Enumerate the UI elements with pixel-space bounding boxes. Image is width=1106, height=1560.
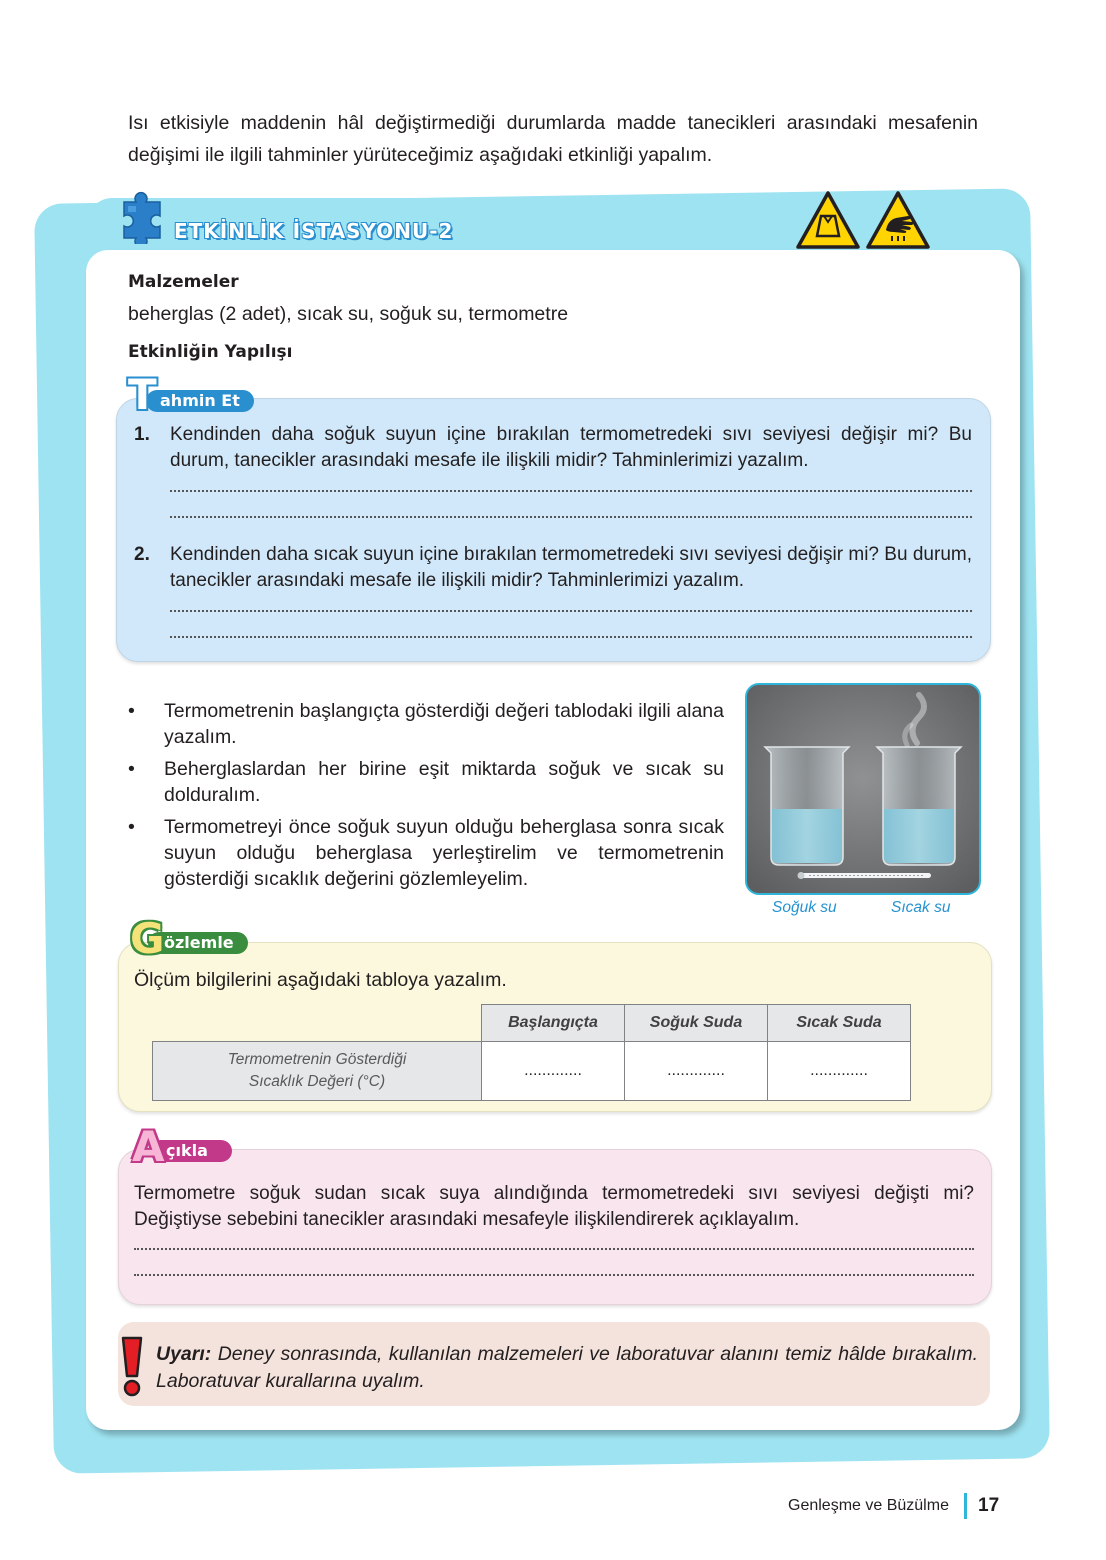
column-header: Sıcak Suda [768,1005,911,1042]
column-header: Başlangıçta [482,1005,625,1042]
question-number: 2. [134,544,150,565]
bullet-marker: • [128,816,135,838]
intro-paragraph: Isı etkisiyle maddenin hâl değiştirmediği durumlarda madde tanecikleri arasındaki mesafenin değişimi ile ilgili tahminler yürüteceğimiz aşağıdaki etkinliği yapalım. [128,112,978,166]
page-number: 17 [978,1495,1000,1516]
value-cell-hot[interactable]: ............. [768,1042,911,1101]
gozlemle-badge-letter: G [130,914,165,963]
beakers-illustration [747,685,979,893]
answer-line[interactable] [170,636,972,638]
procedure-steps [128,698,724,898]
row-header [153,1042,482,1101]
beakers-photo [745,683,981,895]
row-header-line-2: Sıcaklık Değeri (°C) [248,1073,386,1090]
warning-label: Uyarı: [156,1343,212,1365]
gozlemle-badge [130,914,250,963]
question-1 [134,422,972,474]
chapter-title: Genleşme ve Büzülme [788,1497,949,1514]
step-text: Termometrenin başlangıçta gösterdiği değeri tablodaki ilgili alana yazalım. [164,700,724,748]
acikla-badge-word: çıkla [166,1141,208,1160]
materials-heading: Malzemeler [128,272,239,292]
row-header-line-1: Termometrenin Gösterdiği [227,1051,407,1068]
bullet-marker: • [128,758,135,780]
table-corner [153,1005,482,1042]
acikla-badge-letter: A [132,1122,165,1171]
tahmin-badge [128,370,254,419]
list-item [128,698,724,750]
value-cell-initial[interactable]: ............. [482,1042,625,1101]
materials-list: beherglas (2 adet), sıcak su, soğuk su, termometre [128,303,569,325]
list-item [128,756,724,808]
answer-line[interactable] [170,516,972,518]
gozlemle-instruction: Ölçüm bilgilerini aşağıdaki tabloya yazalım. [134,969,507,991]
footer-divider [964,1493,967,1519]
hot-hand-warning-icon [866,190,930,250]
step-text: Termometreyi önce soğuk suyun olduğu beherglasa sonra sıcak suyun olduğu beherglasa yerleştirelim ve termometrenin gösterdiği sıcaklık değerini gözlemleyelim. [164,816,724,890]
question-text: Kendinden daha sıcak suyun içine bırakılan termometredeki sıvı seviyesi değişir mi? Bu durum, tanecikler arasındaki mesafe ile ilişkili midir? Tahminlerimizi yazalım. [170,544,972,591]
exclamation-icon [117,1336,147,1398]
measurement-table [152,1004,911,1101]
caption-cold-water: Soğuk su [772,899,837,916]
answer-line[interactable] [134,1274,974,1276]
tahmin-badge-word: ahmin Et [160,391,240,410]
acikla-badge [132,1122,232,1171]
answer-line[interactable] [170,490,972,492]
answer-line[interactable] [170,610,972,612]
question-number: 1. [134,424,150,445]
value-cell-cold[interactable]: ............. [625,1042,768,1101]
lab-coat-warning-icon [796,190,860,250]
warning-text: Deney sonrasında, kullanılan malzemeleri ve laboratuvar alanını temiz hâlde bırakalım. Laboratuvar kurallarına uyalım. [156,1343,978,1392]
question-2 [134,542,972,594]
acikla-text: Termometre soğuk sudan sıcak suya alındığında termometredeki sıvı seviyesi değişti mi? Değiştiyse sebebini tanecikler arasındaki mesafeyle ilişkilendirerek açıklayalım. [134,1183,974,1230]
tahmin-badge-letter: T [128,370,157,419]
list-item [128,814,724,892]
procedure-heading: Etkinliğin Yapılışı [128,342,293,362]
question-text: Kendinden daha soğuk suyun içine bırakılan termometredeki sıvı seviyesi değişir mi? Bu durum, tanecikler arasındaki mesafe ile ilişkili midir? Tahminlerimizi yazalım. [170,424,972,471]
activity-title: ETKİNLİK İSTASYONU-2 [174,219,454,243]
table-header-row [153,1005,911,1042]
gozlemle-badge-word: özlemle [164,933,234,952]
step-text: Beherglaslardan her birine eşit miktarda soğuk ve sıcak su dolduralım. [164,758,724,806]
table-row [153,1042,911,1101]
column-header: Soğuk Suda [625,1005,768,1042]
warning-text-block [156,1341,978,1395]
bullet-marker: • [128,700,135,722]
caption-hot-water: Sıcak su [891,899,951,916]
answer-line[interactable] [134,1248,974,1250]
puzzle-icon [116,190,170,244]
